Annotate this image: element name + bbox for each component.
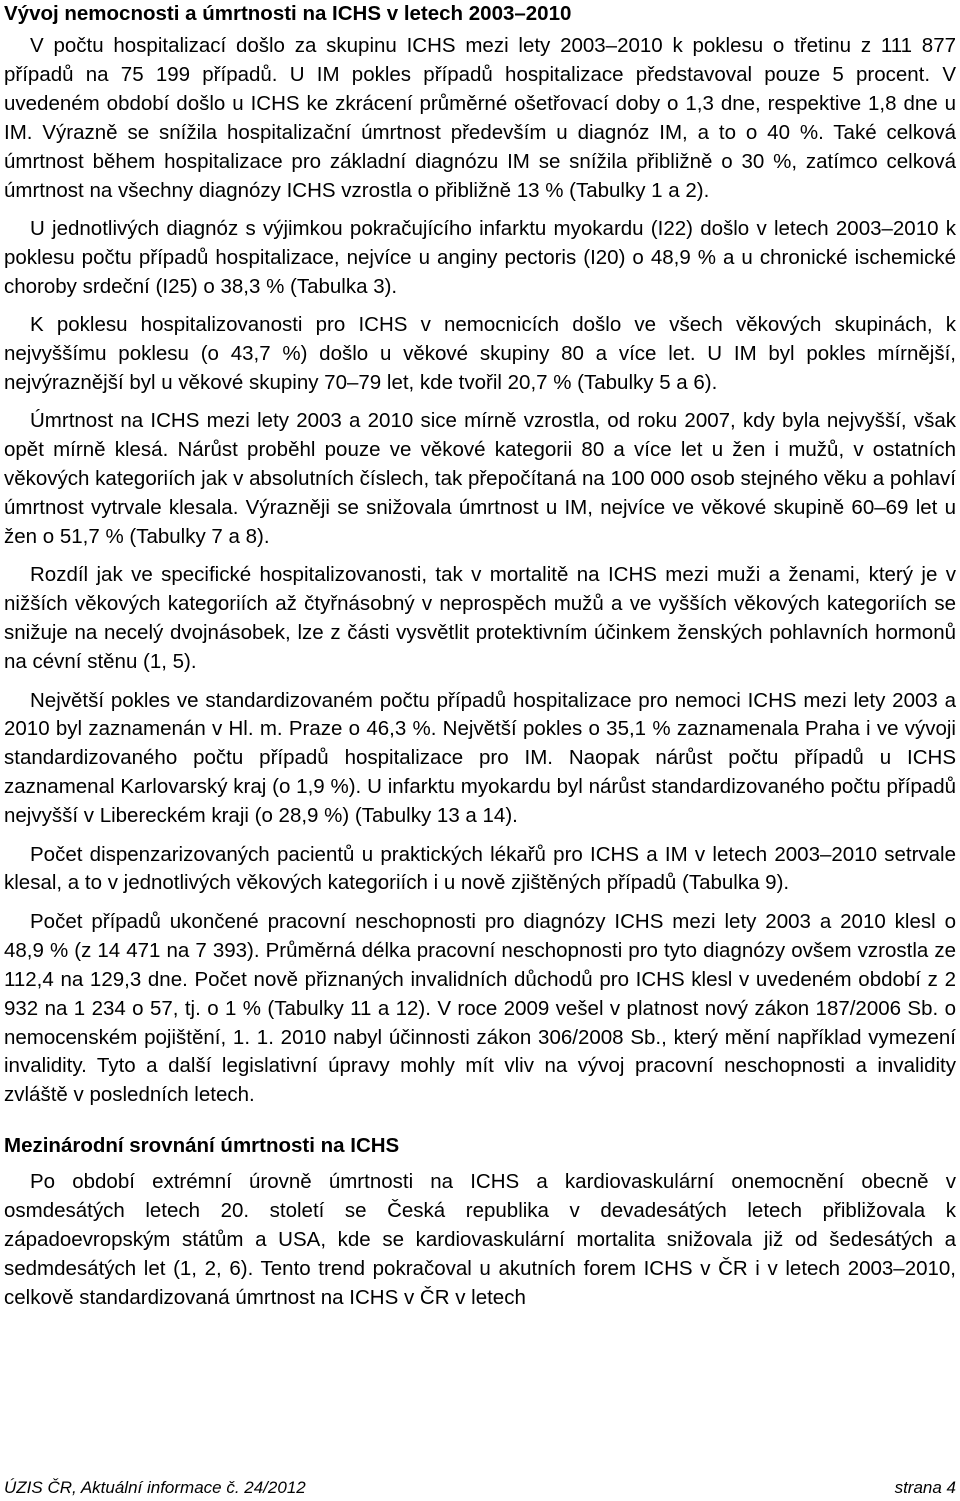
footer-page-number: strana 4 bbox=[894, 1478, 956, 1497]
paragraph: Počet dispenzarizovaných pacientů u praktických lékařů pro ICHS a IM v letech 2003–2010 setrvale klesal, a to v jednotlivých věkových kategoriích i u nově zjištěných případů (Tabulka 9). bbox=[4, 842, 956, 895]
paragraph: V počtu hospitalizací došlo za skupinu ICHS mezi lety 2003–2010 k poklesu o třetinu z 111 877 případů na 75 199 případů. U IM pokles případů hospitalizace představoval pouze 5 procent. V uvedeném období došlo u ICHS ke zkrácení průměrné ošetřovací doby o 1,3 dne, respektive 1,8 dne u IM. Výrazně se snížila hospitalizační úmrtnost především u diagnóz IM, a to o 40 %. Také celková úmrtnost během hospitalizace pro základní diagnózu IM se snížila přibližně o 30 %, zatímco celková úmrtnost na všechny diagnózy ICHS vzrostla o přibližně 13 % (Tabulky 1 a 2). bbox=[4, 34, 956, 202]
paragraph: Rozdíl jak ve specifické hospitalizovanosti, tak v mortalitě na ICHS mezi muži a ženami, který je v nižších věkových kategoriích až čtyřnásobný v neprospěch mužů a ve vyšších věkových kategoriích se snižuje na necelý dvojnásobek, lze z části vysvětlit protektivním účinkem ženských pohlavních hormonů na cévní stěnu (1, 5). bbox=[4, 563, 956, 674]
paragraph: Počet případů ukončené pracovní neschopnosti pro diagnózy ICHS mezi lety 2003 a 2010 klesl o 48,9 % (z 14 471 na 7 393). Průměrná délka pracovní neschopnosti pro tyto diagnózy ovšem vzrostla ze 112,4 na 129,3 dne. Počet nově přiznaných invalidních důchodů pro ICHS klesl v uvedeném období z 2 932 na 1 234 o 57, tj. o 1 % (Tabulky 11 a 12). V roce 2009 vešel v platnost nový zákon 187/2006 Sb. o nemocenském pojištění, 1. 1. 2010 nabyl účinnosti zákon 306/2008 Sb., který mění například vymezení invalidity. Tyto a další legislativní úpravy mohly mít vliv na vývoj pracovní neschopnosti a invalidity zvláště v posledních letech. bbox=[4, 909, 956, 1107]
footer-publication: ÚZIS ČR, Aktuální informace č. 24/2012 bbox=[4, 1478, 306, 1497]
document-page bbox=[4, 0, 956, 1322]
paragraph: K poklesu hospitalizovanosti pro ICHS v nemocnicích došlo ve všech věkových skupinách, k nejvyššímu poklesu (o 43,7 %) došlo u věkové skupiny 80 a více let. U IM byl pokles mírnější, nejvýraznější byl u věkové skupiny 70–79 let, kde tvořil 20,7 % (Tabulky 5 a 6). bbox=[4, 313, 956, 394]
section-heading: Vývoj nemocnosti a úmrtnosti na ICHS v letech 2003–2010 bbox=[4, 2, 572, 25]
paragraph: Úmrtnost na ICHS mezi lety 2003 a 2010 sice mírně vzrostla, od roku 2007, kdy byla nejvyšší, však opět mírně klesá. Nárůst proběhl pouze ve věkové kategorii 80 a více let u žen i mužů, v ostatních věkových kategoriích jak v absolutních číslech, tak přepočítaná na 100 000 osob stejného věku a pohlaví úmrtnost vytrvale klesala. Výrazněji se snižovala úmrtnost u IM, nejvíce ve věkové skupině 60–69 let u žen o 51,7 % (Tabulky 7 a 8). bbox=[4, 409, 956, 548]
paragraph: U jednotlivých diagnóz s výjimkou pokračujícího infarktu myokardu (I22) došlo v letech 2003–2010 k poklesu počtu případů hospitalizace, nejvíce u anginy pectoris (I20) o 48,9 % a u chronické ischemické choroby srdeční (I25) o 38,3 % (Tabulka 3). bbox=[4, 216, 956, 298]
paragraph: Po období extrémní úrovně úmrtnosti na ICHS a kardiovaskulární onemocnění obecně v osmdesátých letech 20. století se Česká republika v devadesátých letech přibližovala k západoevropským státům a USA, kde se kardiovaskulární mortalita snižovala již od šedesátých a sedmdesátých let (1, 2, 6). Tento trend pokračoval u akutních forem ICHS v ČR i v letech 2003–2010, celkově standardizovaná úmrtnost na ICHS v ČR v letech bbox=[4, 1170, 956, 1309]
page-footer bbox=[4, 1476, 956, 1500]
paragraph: Největší pokles ve standardizovaném počtu případů hospitalizace pro nemoci ICHS mezi lety 2003 a 2010 byl zaznamenán v Hl. m. Praze o 46,3 %. Největší pokles o 35,1 % zaznamenala Praha i ve vývoji standardizovaného počtu případů hospitalizace pro IM. Naopak nárůst počtu případů u ICHS zaznamenal Karlovarský kraj (o 1,9 %). U infarktu myokardu byl nárůst standardizovaného počtu případů nejvyšší v Libereckém kraji (o 28,9 %) (Tabulky 13 a 14). bbox=[4, 688, 956, 828]
section-heading: Mezinárodní srovnání úmrtnosti na ICHS bbox=[4, 1134, 400, 1158]
